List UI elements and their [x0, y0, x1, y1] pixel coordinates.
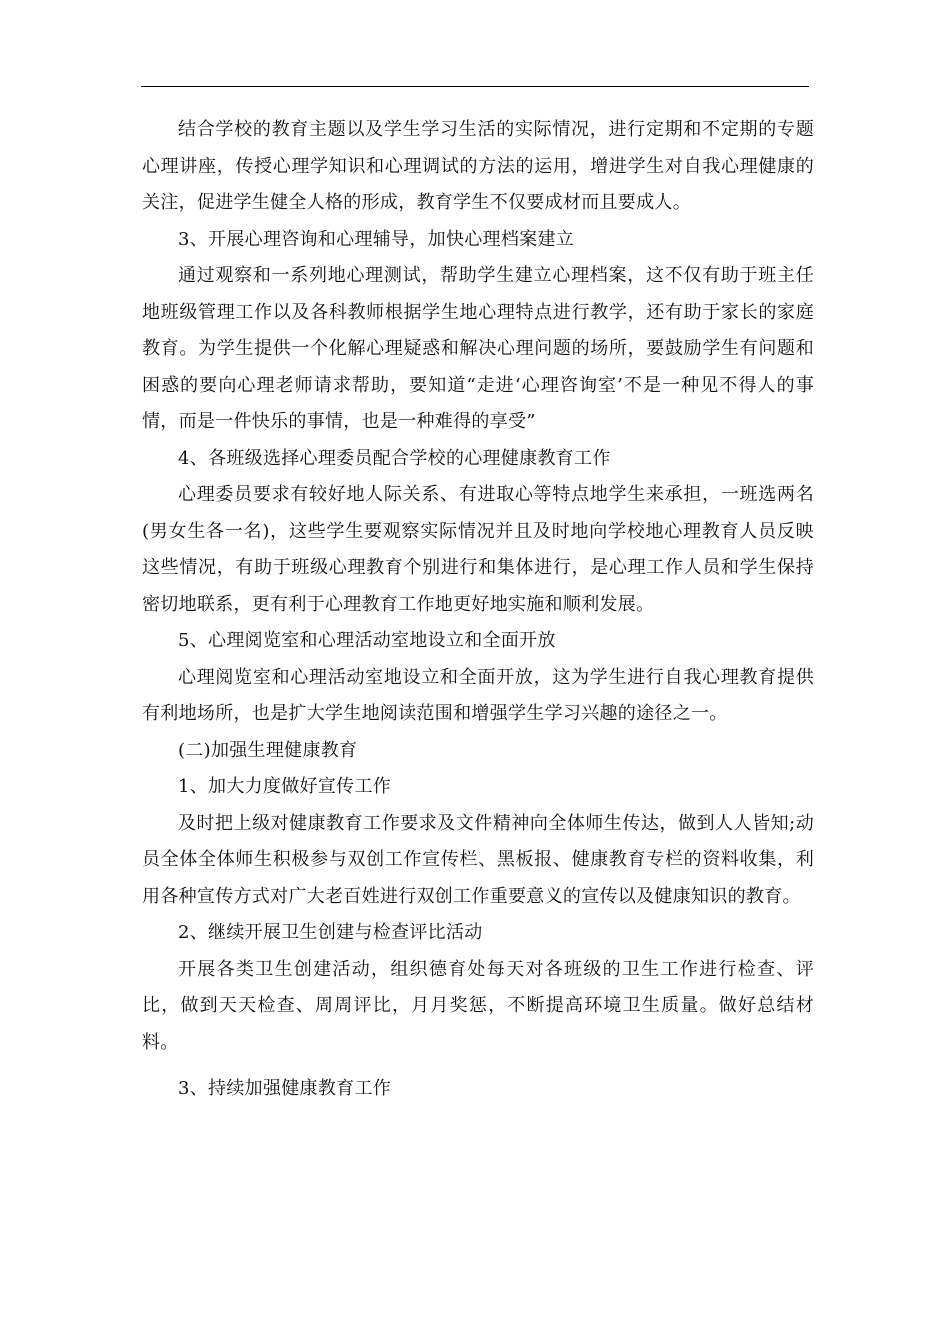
section-heading: 2、继续开展卫生创建与检查评比活动	[178, 922, 483, 943]
chapter-heading: (二)加强生理健康教育	[178, 739, 358, 761]
body-paragraph: 及时把上级对健康教育工作要求及文件精神向全体师生传达，做到人人皆知;动员全体全体师生积极参与双创工作宣传栏、黑板报、健康教育专栏的资料收集，利用各种宣传方式对广大老百姓进行双创工作重要意义的宣传以及健康知识的教育。	[142, 812, 814, 907]
body-paragraph: 结合学校的教育主题以及学生学习生活的实际情况，进行定期和不定期的专题心理讲座，传授心理学知识和心理调试的方法的运用，增进学生对自我心理健康的关注，促进学生健全人格的形成，教育学生不仅要成材而且要成人。	[142, 119, 814, 213]
body-paragraph: 通过观察和一系列地心理测试，帮助学生建立心理档案，这不仅有助于班主任地班级管理工作以及各科教师根据学生地心理特点进行教学，还有助于家长的家庭教育。为学生提供一个化解心理疑惑和解决心理问题的场所，要鼓励学生有问题和困惑的要向心理老师请求帮助，要知道“走进‘心理咨询室’不是一种见不得人的事情，而是一件快乐的事情，也是一种难得的享受”	[142, 265, 814, 432]
body-paragraph: 开展各类卫生创建活动，组织德育处每天对各班级的卫生工作进行检查、评比，做到天天检查、周周评比，月月奖惩，不断提高环境卫生质量。做好总结材料。	[142, 958, 814, 1053]
section-heading: 1、加大力度做好宣传工作	[178, 776, 392, 797]
section-heading: 4、各班级选择心理委员配合学校的心理健康教育工作	[178, 447, 611, 469]
header-rule	[141, 86, 809, 87]
section-heading: 3、持续加强健康教育工作	[178, 1078, 392, 1099]
section-heading: 3、开展心理咨询和心理辅导，加快心理档案建立	[178, 228, 575, 250]
section-heading: 5、心理阅览室和心理活动室地设立和全面开放	[178, 630, 556, 651]
body-paragraph: 心理委员要求有较好地人际关系、有进取心等特点地学生来承担，一班选两名(男女生各一名)，这些学生要观察实际情况并且及时地向学校地心理教育人员反映这些情况，有助于班级心理教育个别进行和集体进行，是心理工作人员和学生保持密切地联系，更有利于心理教育工作地更好地实施和顺利发展。	[142, 484, 814, 615]
body-paragraph: 心理阅览室和心理活动室地设立和全面开放，这为学生进行自我心理教育提供有利地场所，也是扩大学生地阅读范围和增强学生学习兴趣的途径之一。	[142, 666, 814, 724]
document-body	[142, 112, 814, 1108]
